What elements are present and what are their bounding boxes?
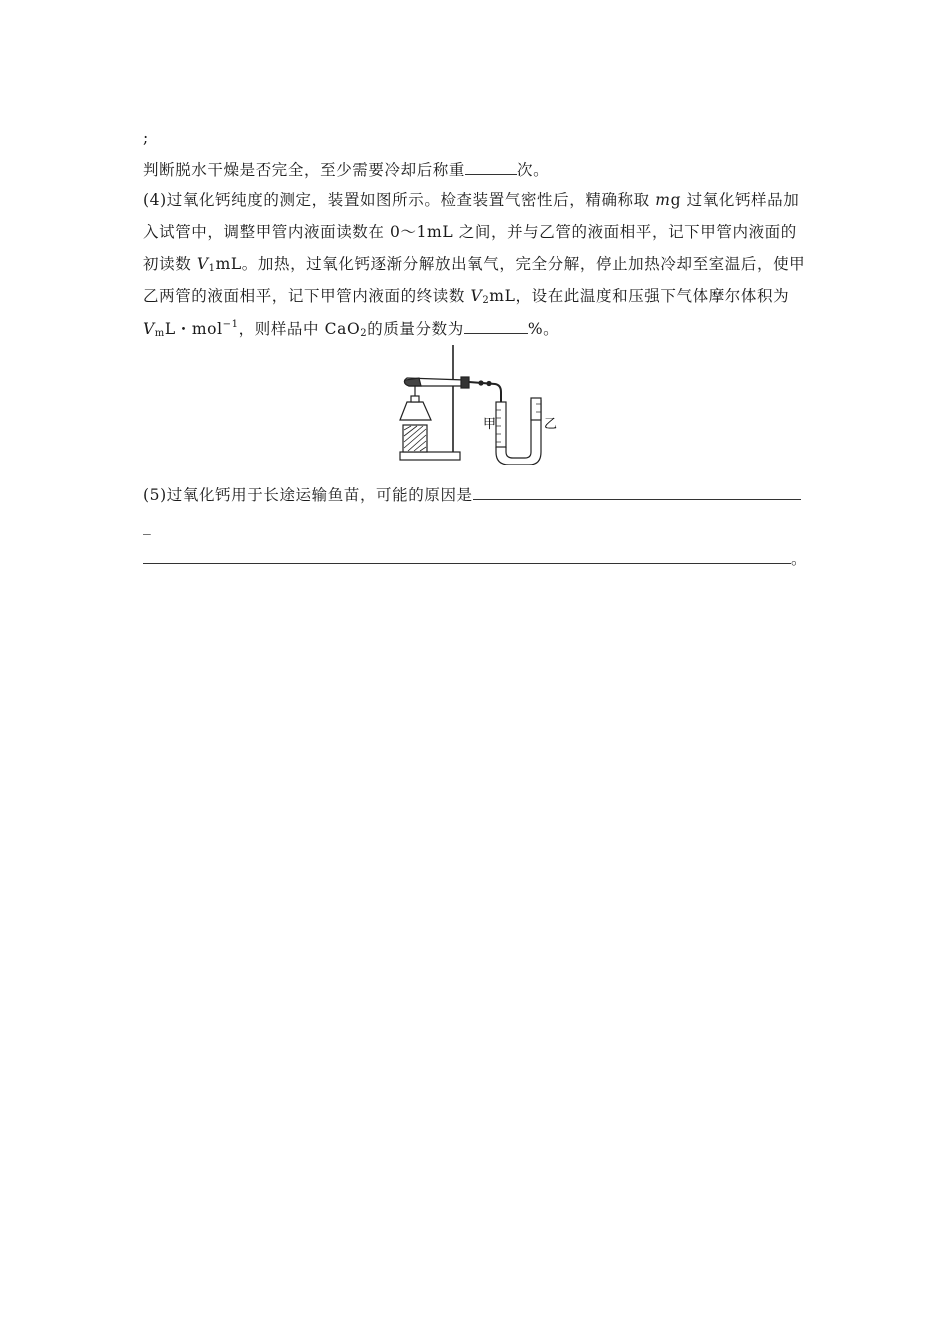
stand-base bbox=[400, 452, 460, 460]
subscript: m bbox=[154, 328, 165, 339]
text-segment: (5)过氧化钙用于长途运输鱼苗，可能的原因是 bbox=[143, 486, 473, 504]
tube-yi bbox=[531, 398, 541, 420]
question-4-line-2 bbox=[143, 222, 797, 242]
text-segment: 次。 bbox=[517, 161, 550, 179]
answer-blank[interactable] bbox=[473, 484, 801, 500]
label-yi: 乙 bbox=[544, 417, 558, 432]
answer-blank[interactable] bbox=[143, 548, 791, 564]
variable-m: m bbox=[655, 191, 671, 209]
question-4-line-3 bbox=[143, 254, 805, 274]
text-segment: mL，设在此温度和压强下气体摩尔体积为 bbox=[489, 287, 790, 305]
answer-blank[interactable] bbox=[464, 318, 528, 334]
text-segment: 入试管中，调整甲管内液面读数在 0～1mL 之间，并与乙管的液面相平，记下甲管内液面的 bbox=[143, 223, 797, 241]
text-segment: 乙两管的液面相平，记下甲管内液面的终读数 bbox=[143, 287, 471, 305]
answer-blank[interactable] bbox=[465, 159, 517, 175]
question-5-line-2 bbox=[143, 516, 151, 536]
question-5-line-1 bbox=[143, 484, 801, 505]
text-segment: (4)过氧化钙纯度的测定，装置如图所示。检查装置气密性后，精确称取 bbox=[143, 191, 656, 209]
text-segment: %。 bbox=[527, 320, 560, 338]
text-segment: 的质量分数为 bbox=[367, 320, 464, 338]
question-4-line-4 bbox=[143, 286, 789, 306]
superscript: −1 bbox=[222, 319, 239, 330]
question-4-line-5 bbox=[143, 318, 559, 339]
variable-v1: V bbox=[196, 255, 209, 273]
tube-jia bbox=[496, 402, 506, 447]
text-segment: ，则样品中 CaO bbox=[238, 320, 361, 338]
subscript: 2 bbox=[360, 328, 368, 339]
subscript: 2 bbox=[482, 295, 490, 306]
text-segment: 判断脱水干燥是否完全，至少需要冷却后称重 bbox=[143, 161, 466, 179]
variable-v2: V bbox=[470, 287, 483, 305]
label-jia: 甲 bbox=[483, 417, 497, 432]
text-segment: L・mol bbox=[164, 320, 223, 338]
text-segment: mL。加热，过氧化钙逐渐分解放出氧气，完全分解，停止加热冷却至室温后，使甲 bbox=[215, 255, 806, 273]
apparatus-figure bbox=[395, 340, 567, 465]
variable-vm: V bbox=[143, 320, 155, 338]
text-segment: 。 bbox=[791, 550, 808, 568]
text-segment: g 过氧化钙样品加 bbox=[670, 191, 800, 209]
text-segment: 初读数 bbox=[143, 255, 197, 273]
semicolon-text: ; bbox=[143, 129, 149, 147]
alcohol-lamp bbox=[400, 402, 431, 420]
subscript: 1 bbox=[208, 263, 216, 274]
question-4-line-1 bbox=[143, 190, 799, 210]
question-5-line-3 bbox=[143, 548, 807, 569]
semicolon-line bbox=[143, 128, 149, 148]
question-3-tail-line bbox=[143, 159, 549, 180]
delivery-tube bbox=[469, 382, 501, 402]
text-segment: _ bbox=[143, 517, 152, 535]
